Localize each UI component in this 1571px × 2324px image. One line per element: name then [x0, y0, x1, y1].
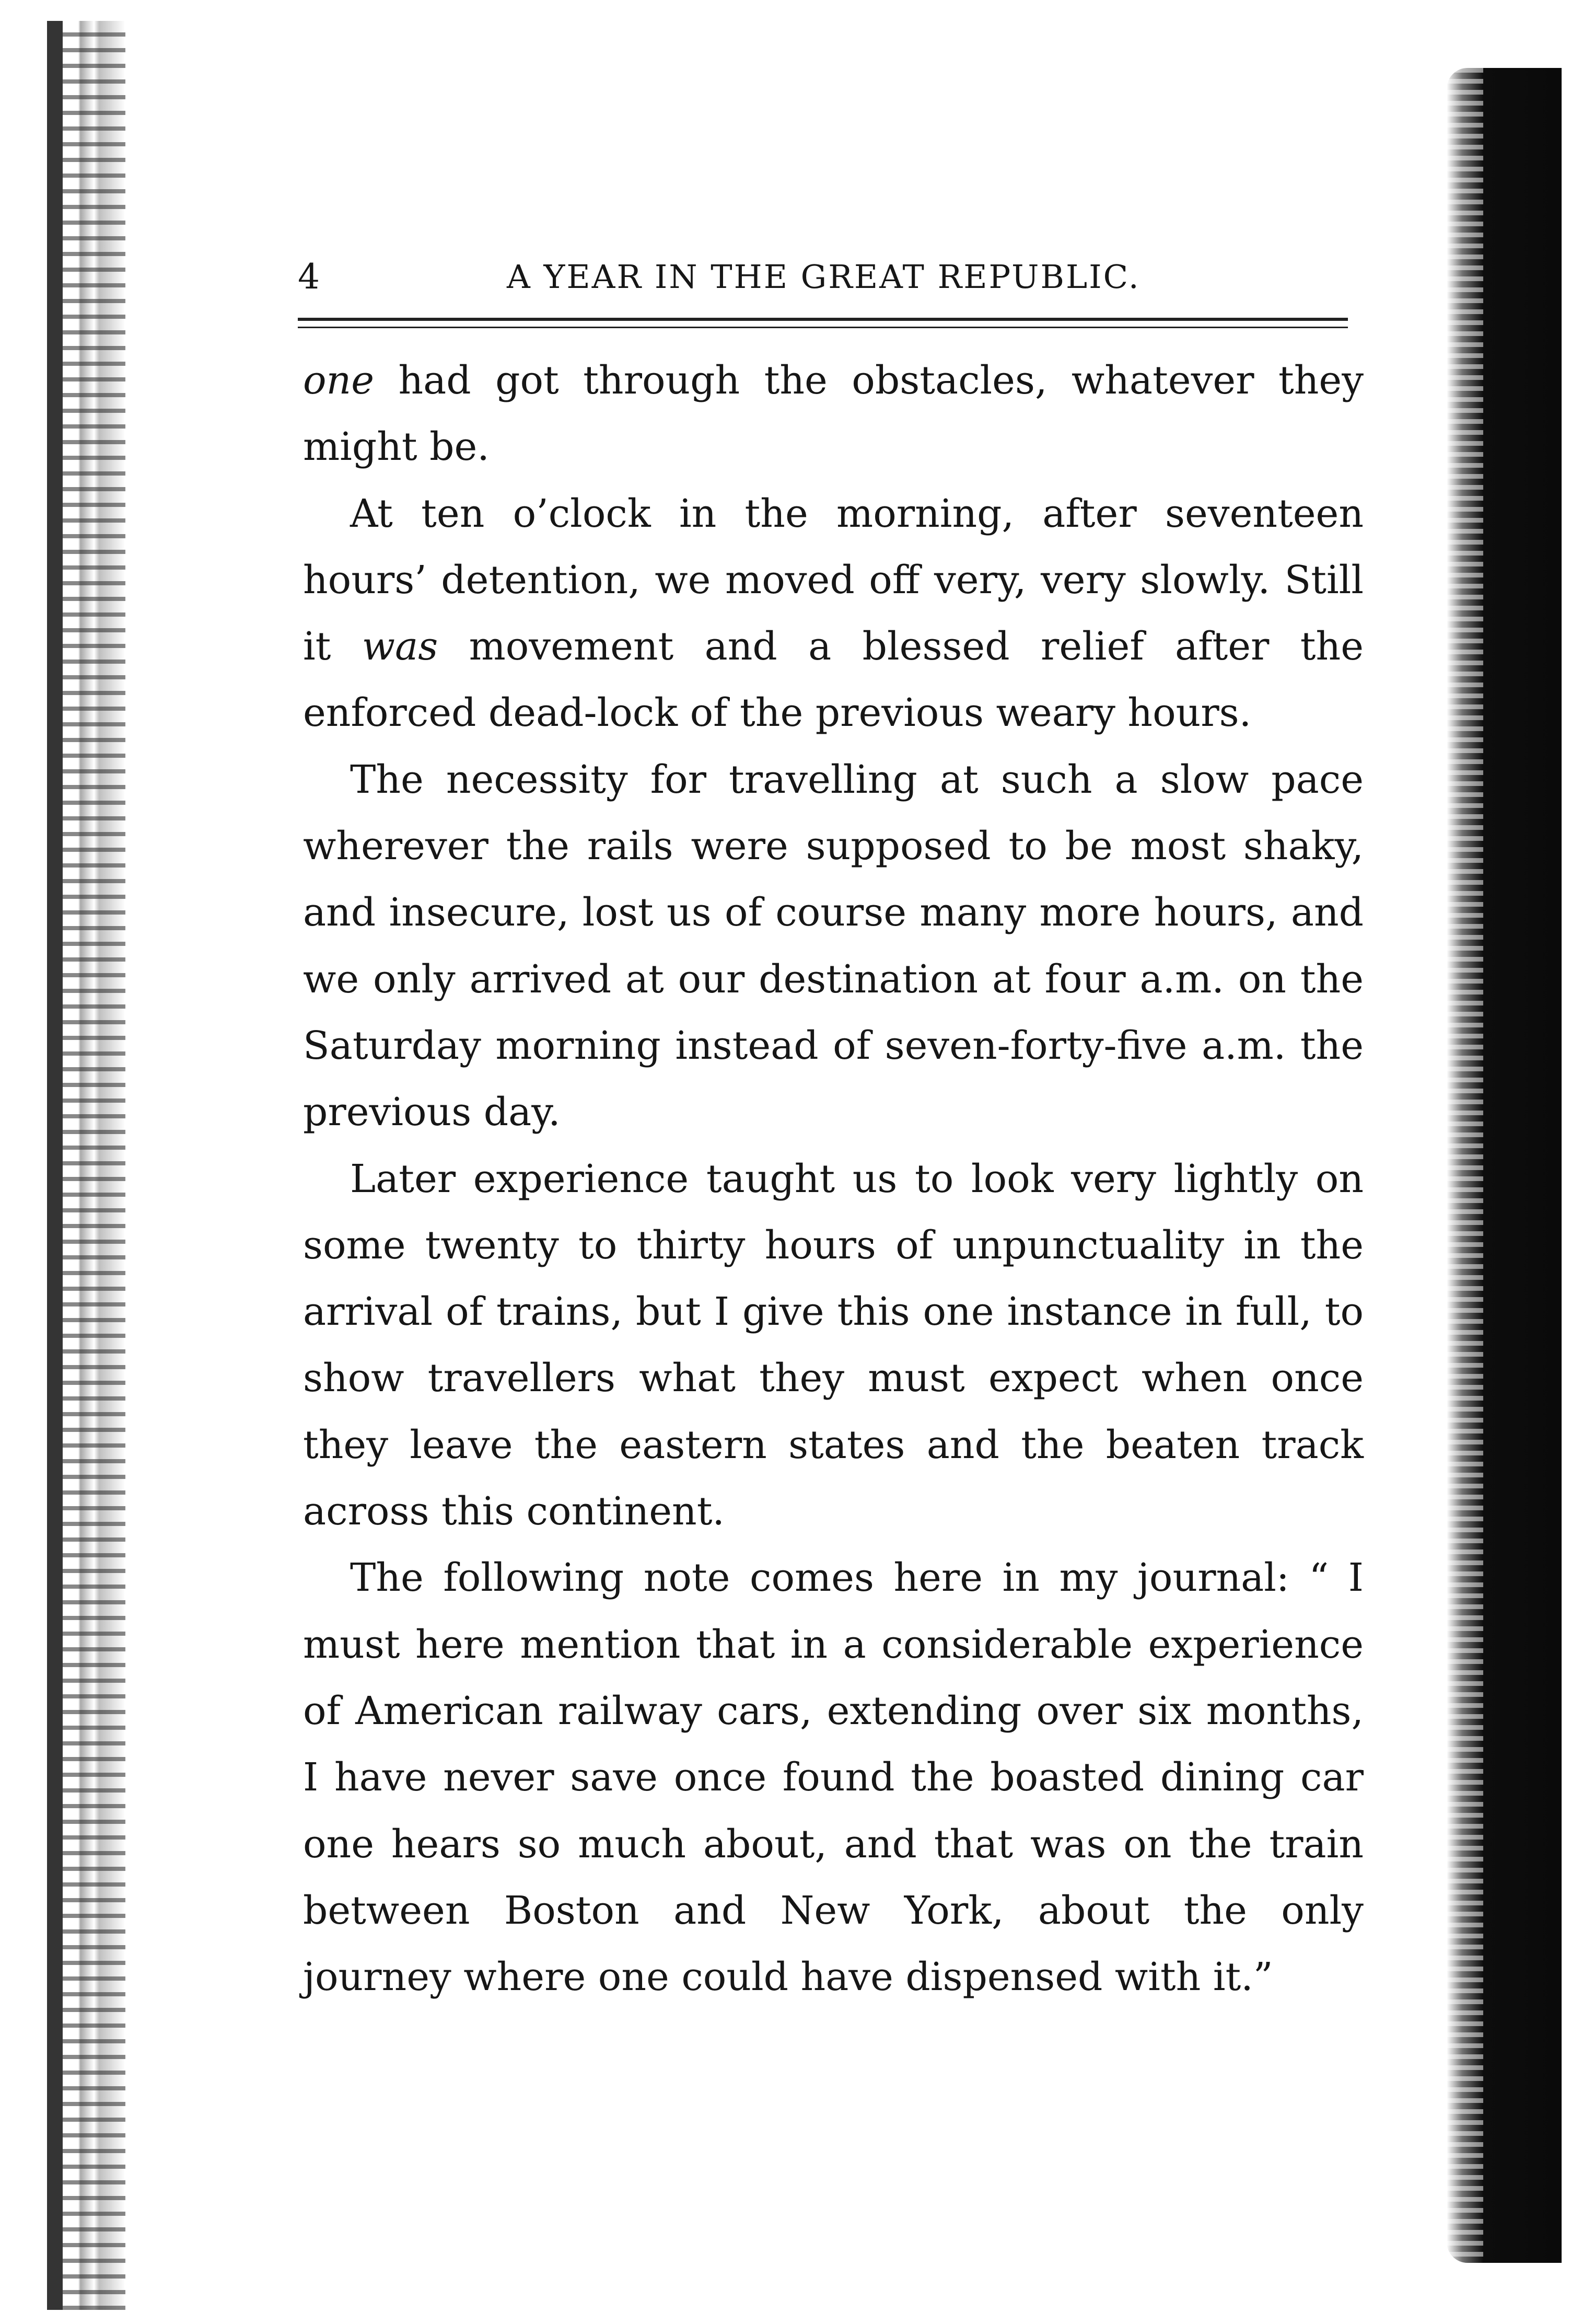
paragraph-1	[303, 348, 1364, 481]
running-head: A YEAR IN THE GREAT REPUBLIC.	[507, 258, 1141, 296]
paragraph-1-italic: one	[303, 358, 375, 403]
scan-left-edge	[47, 21, 125, 2310]
paragraph-5: The following note comes here in my journal: “ I must here mention that in a considerable experience of American railway cars, extending over six months, I have never save once found the boasted dining car one hears so much about, and that was on the train between Boston and New York, about the only journey where one could have dispensed with it.”	[303, 1555, 1364, 2000]
paragraph-2-text-after: movement and a blessed relief after the enforced dead-lock of the previous weary hours.	[303, 624, 1364, 736]
paragraph-4: Later experience taught us to look very lightly on some twenty to thirty hours of unpunctuality in the arrival of trains, but I give this one instance in full, to show travellers what they must expect when once they leave the eastern states and the beaten track across this continent.	[303, 1156, 1364, 1534]
body-text	[303, 348, 1364, 2010]
paragraph-1-text: had got through the obstacles, whatever they might be.	[303, 358, 1364, 470]
paragraph-3: The necessity for travelling at such a slow pace wherever the rails were supposed to be most shaky, and insecure, lost us of course many more hours, and we only arrived at our destination at four a.m. on the Saturday morning instead of seven-forty-five a.m. the previous day.	[303, 757, 1364, 1135]
page-header	[298, 256, 1348, 298]
header-rule	[298, 318, 1348, 328]
paragraph-2-italic: was	[362, 624, 438, 669]
scan-right-edge	[1447, 68, 1562, 2263]
paragraph-2	[303, 481, 1364, 747]
page-number: 4	[298, 257, 320, 297]
paragraph-2-text-before: At ten o’clock in the morning, after seventeen hours’ detention, we moved off very, very slowly. Still it	[303, 491, 1364, 669]
